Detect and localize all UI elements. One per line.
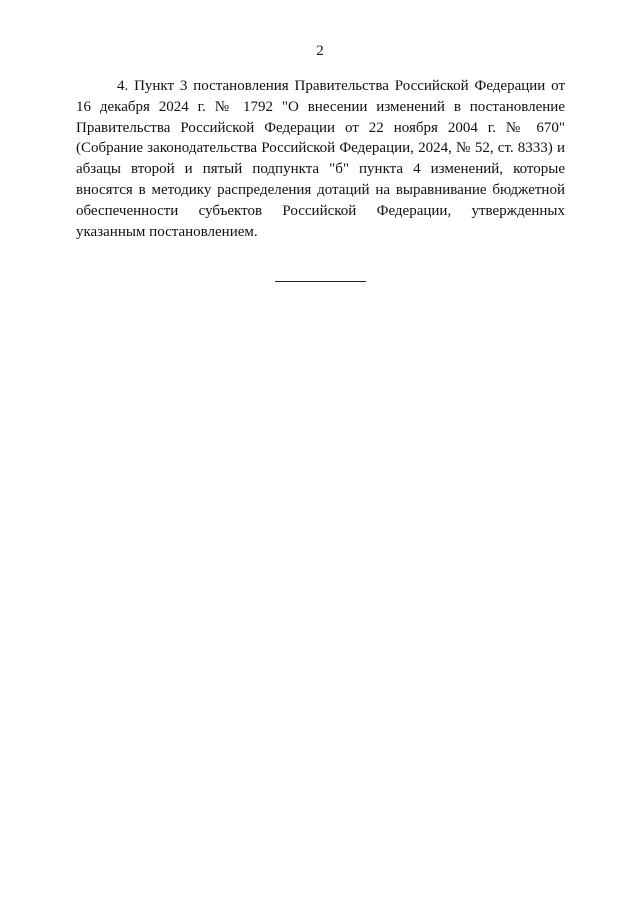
page-number: 2 [316,43,324,59]
end-separator-line [275,281,366,282]
paragraph-item-4: 4. Пункт 3 постановления Правительства Российской Федерации от 16 декабря 2024 г. № 1792 "О внесении изменений в постановление Правительства Российской Федерации от 22 ноября 2004 г. № 670" (Собрание законодательства Российской Федерации, 2024, № 52, ст. 8333) и абзацы второй и пятый подпункта "б" пункта 4 изменений, которые вносятся в методику распределения дотаций на выравнивание бюджетной обеспеченности субъектов Российской Федерации, утвержденных указанным постановлением. [76,78,565,240]
